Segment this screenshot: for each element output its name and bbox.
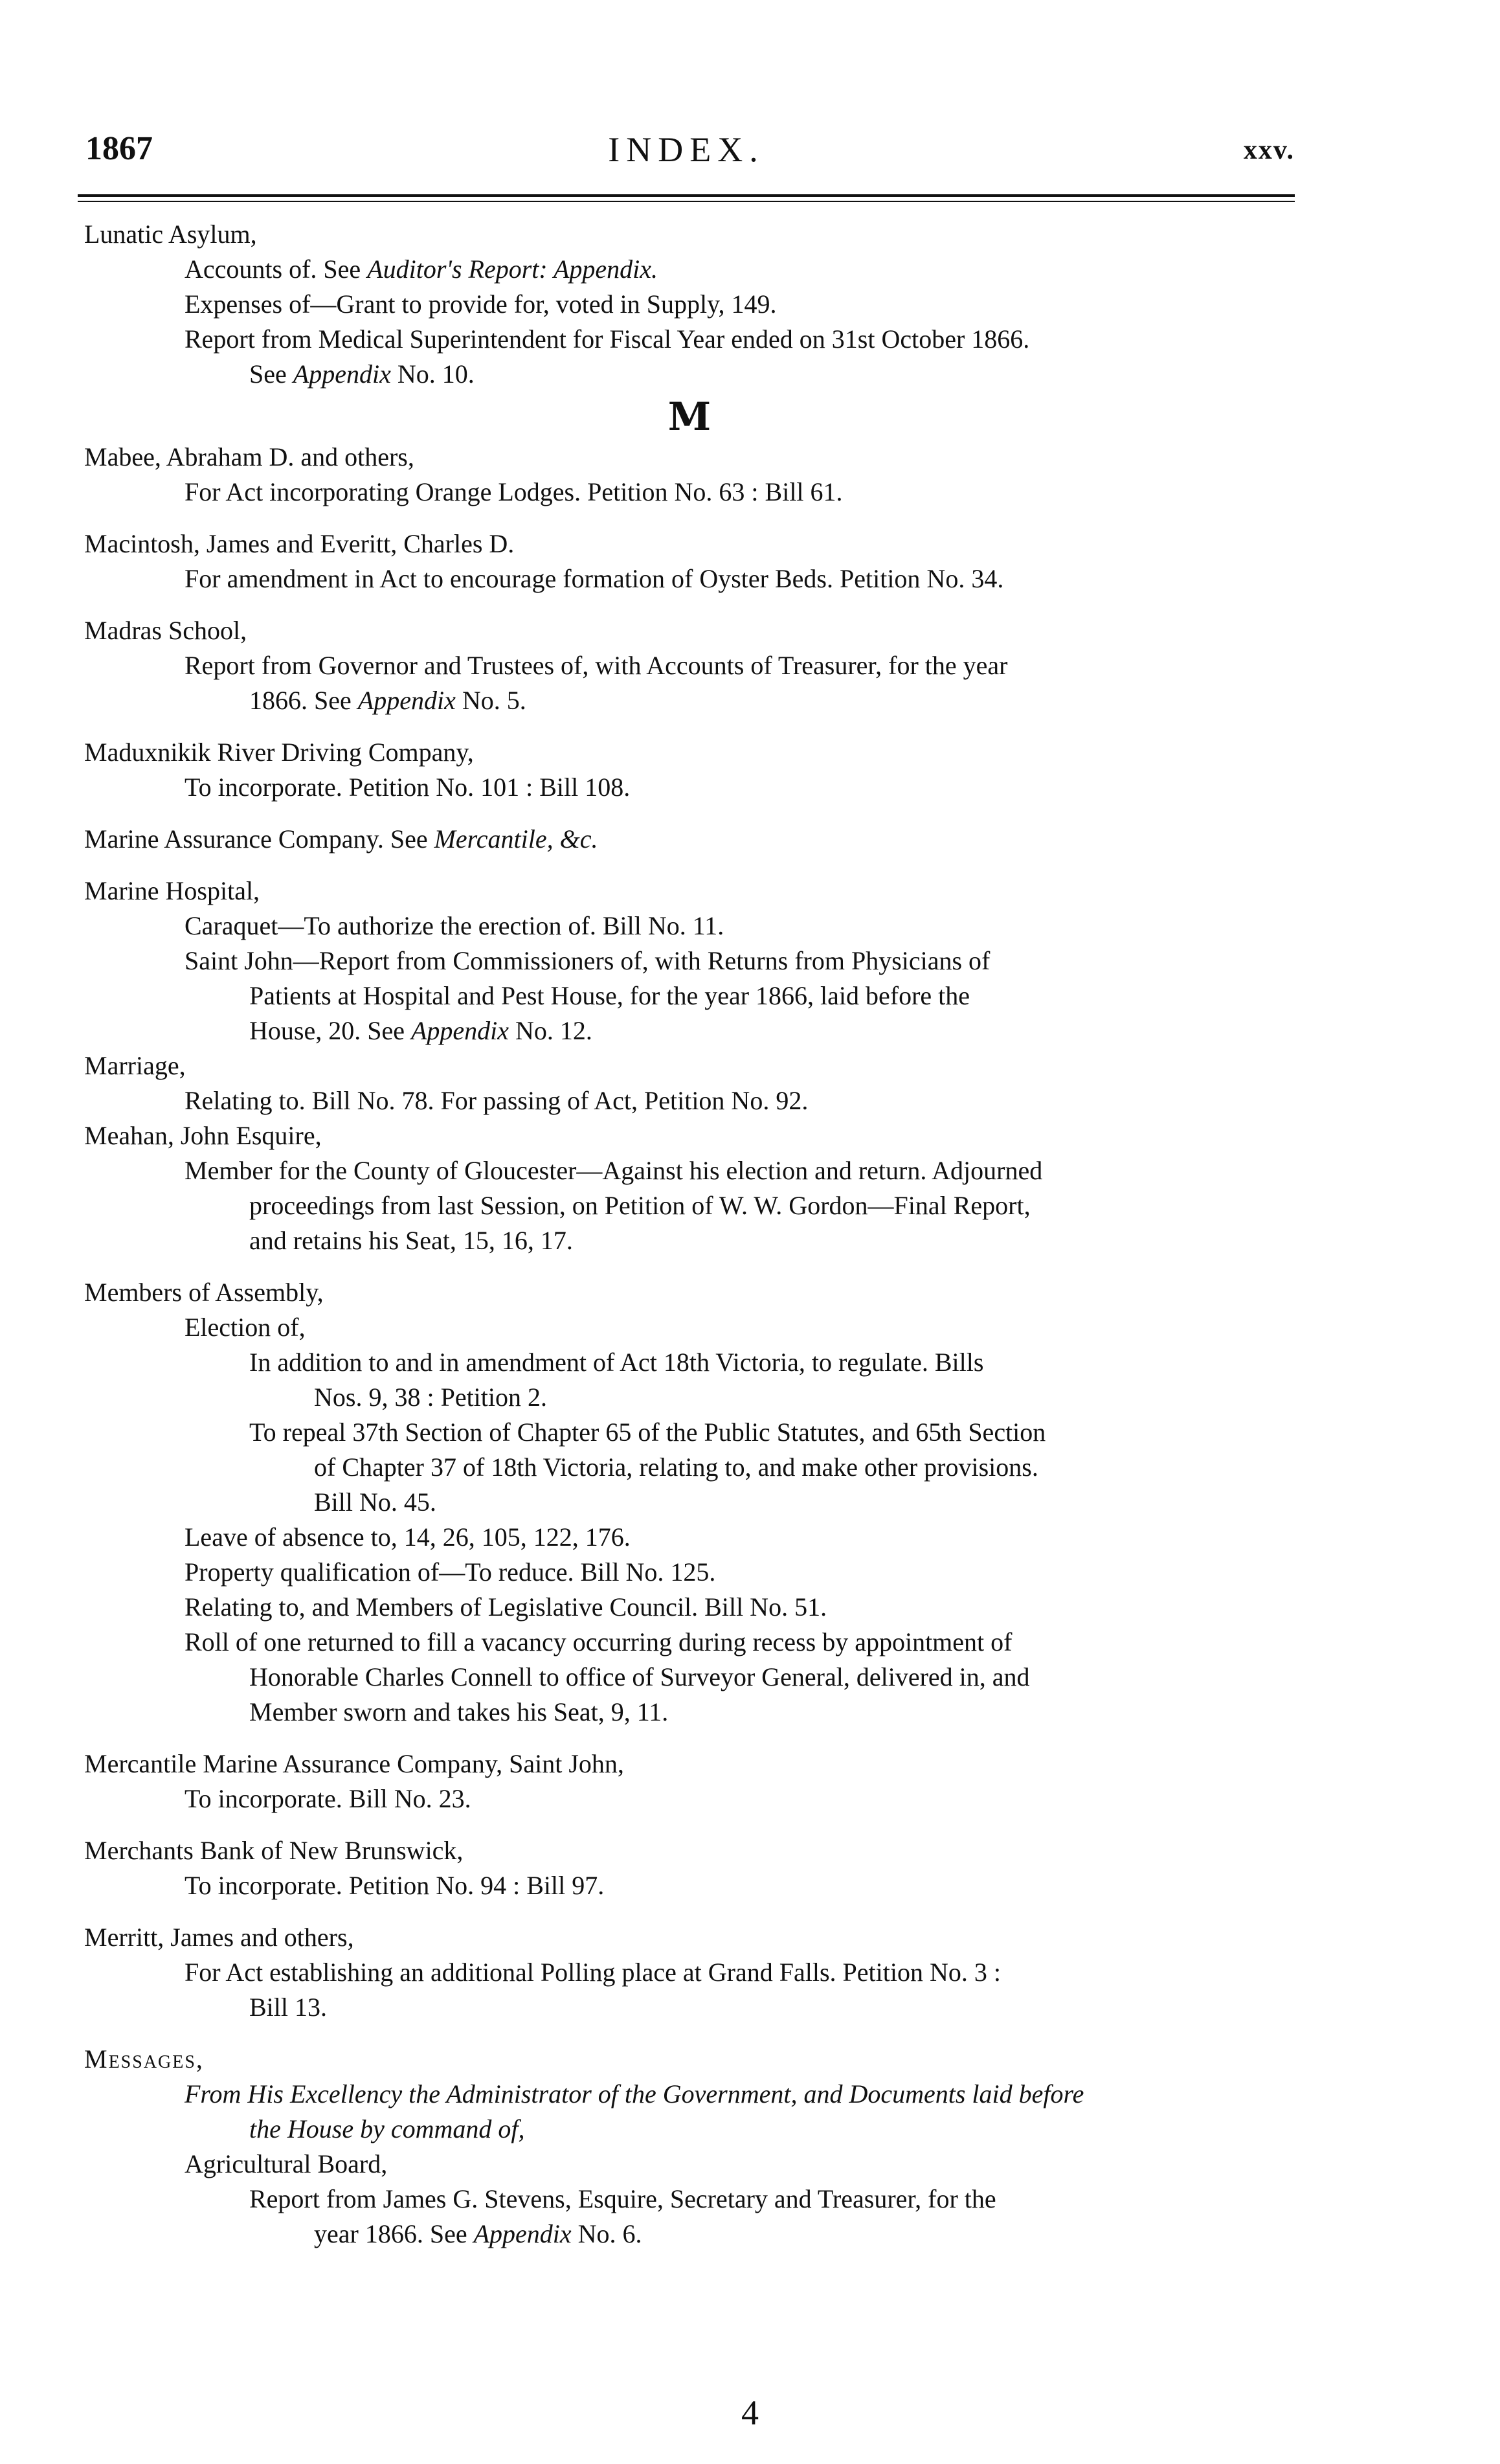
entry-text: Bill 13.: [249, 1993, 328, 2022]
index-entry-heading: [84, 1833, 1295, 1868]
entry-text: Property qualification of—To reduce. Bill No. 125.: [185, 1557, 716, 1587]
entry-text: In addition to and in amendment of Act 18th Victoria, to regulate. Bills: [249, 1348, 984, 1377]
entry-text: Merchants Bank of New Brunswick,: [84, 1836, 464, 1865]
entry-text: Leave of absence to, 14, 26, 105, 122, 176.: [185, 1522, 631, 1552]
index-entry-heading: [84, 735, 1295, 770]
index-subentry: [84, 683, 1295, 718]
entry-text: Roll of one returned to fill a vacancy occurring during recess by appointment of: [185, 1627, 1013, 1656]
index-subentry: [84, 2147, 1295, 2182]
entry-text: Maduxnikik River Driving Company,: [84, 738, 474, 767]
entry-text: Nos. 9, 38 : Petition 2.: [314, 1383, 548, 1412]
index-subentry: [84, 909, 1295, 944]
header-rule-thick: [78, 194, 1295, 197]
italic-reference: Appendix: [357, 686, 456, 715]
entry-text: Accounts of. See: [185, 254, 361, 284]
entry-text: Merritt, James and others,: [84, 1923, 354, 1952]
entry-text: To incorporate. Petition No. 94 : Bill 97.: [185, 1871, 605, 1900]
index-subentry: [84, 2217, 1295, 2252]
index-entry-heading: [84, 526, 1295, 561]
index-entry-heading: [84, 822, 1295, 857]
entry-text: To incorporate. Petition No. 101 : Bill 108.: [185, 773, 631, 802]
index-entry-heading: [84, 1920, 1295, 1955]
page-number: 4: [741, 2393, 759, 2432]
index-entry-heading: [84, 440, 1295, 475]
header-page-roman: xxv.: [1243, 135, 1295, 165]
index-subentry: [84, 1013, 1295, 1048]
index-subentry: [84, 561, 1295, 596]
entry-text: Lunatic Asylum,: [84, 220, 257, 249]
index-subentry: [84, 1781, 1295, 1816]
entry-text: proceedings from last Session, on Petition of W. W. Gordon—Final Report,: [249, 1191, 1031, 1220]
entry-text: No. 6.: [577, 2219, 642, 2248]
italic-reference: Appendix: [410, 1016, 509, 1045]
entry-text: Report from James G. Stevens, Esquire, Secretary and Treasurer, for the: [249, 2184, 996, 2213]
index-subentry: [84, 1188, 1295, 1223]
italic-reference: Appendix: [473, 2219, 572, 2248]
index-entry-heading: [84, 217, 1295, 252]
entry-text: Honorable Charles Connell to office of Surveyor General, delivered in, and: [249, 1662, 1030, 1691]
index-subentry: [84, 357, 1295, 392]
index-subentry: [84, 1625, 1295, 1660]
index-subentry: [84, 1380, 1295, 1415]
index-subentry: [84, 252, 1295, 287]
entry-text: Macintosh, James and Everitt, Charles D.: [84, 529, 515, 558]
italic-reference: Appendix: [293, 359, 391, 389]
header-year: 1867: [85, 130, 153, 167]
entry-text: Report from Medical Superintendent for Fiscal Year ended on 31st October 1866.: [185, 324, 1030, 354]
entry-text: Agricultural Board,: [185, 2149, 388, 2178]
index-subentry: [84, 1485, 1295, 1520]
index-subentry: [84, 2112, 1295, 2147]
entry-text: Member for the County of Gloucester—Against his election and return. Adjourned: [185, 1156, 1043, 1185]
entry-text: No. 12.: [515, 1016, 592, 1045]
entry-text: Expenses of—Grant to provide for, voted in Supply, 149.: [185, 289, 777, 319]
entry-text: Member sworn and takes his Seat, 9, 11.: [249, 1697, 669, 1726]
index-subentry: [84, 1590, 1295, 1625]
index-subentry: [84, 978, 1295, 1013]
index-entries: [84, 217, 1295, 2252]
entry-text: House, 20. See: [249, 1016, 405, 1045]
entry-text: 1866. See: [249, 686, 352, 715]
entry-text: Relating to. Bill No. 78. For passing of Act, Petition No. 92.: [185, 1086, 809, 1115]
header-title: INDEX.: [608, 130, 765, 169]
entry-text: For Act establishing an additional Polling place at Grand Falls. Petition No. 3 :: [185, 1958, 1001, 1987]
index-entry-heading: [84, 1048, 1295, 1083]
section-letter: M: [667, 394, 711, 440]
entry-text: To repeal 37th Section of Chapter 65 of the Public Statutes, and 65th Section: [249, 1418, 1046, 1447]
entry-text: Mercantile Marine Assurance Company, Saint John,: [84, 1749, 624, 1778]
entry-text: Patients at Hospital and Pest House, for the year 1866, laid before the: [249, 981, 970, 1010]
entry-text: year 1866. See: [314, 2219, 467, 2248]
index-subentry: [84, 2182, 1295, 2217]
index-subentry: [84, 1450, 1295, 1485]
italic-reference: the House by command of,: [249, 2114, 525, 2143]
italic-reference: From His Excellency the Administrator of the Government, and Documents laid before: [185, 2079, 1084, 2108]
index-subentry: [84, 1868, 1295, 1903]
running-header: [78, 130, 1295, 181]
entry-text: Marine Hospital,: [84, 876, 260, 905]
index-entry-heading: [84, 2042, 1295, 2077]
index-subentry: [84, 648, 1295, 683]
entry-text: Relating to, and Members of Legislative Council. Bill No. 51.: [185, 1592, 827, 1622]
italic-reference: Mercantile, &c.: [434, 824, 598, 853]
entry-text: To incorporate. Bill No. 23.: [185, 1784, 471, 1813]
entry-text: Mabee, Abraham D. and others,: [84, 442, 414, 471]
index-entry-heading: [84, 1746, 1295, 1781]
entry-text: Marriage,: [84, 1051, 186, 1080]
index-subentry: [84, 1310, 1295, 1345]
entry-text: No. 10.: [397, 359, 475, 389]
index-subentry: [84, 2077, 1295, 2112]
index-subentry: [84, 1955, 1295, 1990]
entry-text: Marine Assurance Company. See: [84, 824, 428, 853]
index-subentry: [84, 475, 1295, 510]
index-subentry: [84, 1415, 1295, 1450]
entry-text: For amendment in Act to encourage formation of Oyster Beds. Petition No. 34.: [185, 564, 1004, 593]
index-subentry: [84, 1520, 1295, 1555]
index-entry-heading: [84, 874, 1295, 909]
index-subentry: [84, 1695, 1295, 1730]
header-rule-thin: [78, 201, 1295, 202]
entry-text: Messages,: [84, 2044, 204, 2074]
index-subentry: [84, 1223, 1295, 1258]
entry-text: Report from Governor and Trustees of, with Accounts of Treasurer, for the year: [185, 651, 1008, 680]
index-subentry: [84, 770, 1295, 805]
index-subentry: [84, 1153, 1295, 1188]
index-subentry: [84, 1083, 1295, 1118]
entry-text: Bill No. 45.: [314, 1487, 436, 1517]
index-subentry: [84, 1990, 1295, 2025]
entry-text: No. 5.: [462, 686, 526, 715]
entry-text: of Chapter 37 of 18th Victoria, relating to, and make other provisions.: [314, 1452, 1038, 1482]
entry-text: Caraquet—To authorize the erection of. Bill No. 11.: [185, 911, 724, 940]
entry-text: Members of Assembly,: [84, 1278, 324, 1307]
entry-text: Madras School,: [84, 616, 247, 645]
entry-text: and retains his Seat, 15, 16, 17.: [249, 1226, 573, 1255]
index-subentry: [84, 322, 1295, 357]
entry-text: See: [249, 359, 287, 389]
index-subentry: [84, 1555, 1295, 1590]
italic-reference: Auditor's Report: Appendix.: [367, 254, 658, 284]
index-subentry: [84, 1345, 1295, 1380]
index-entry-heading: [84, 613, 1295, 648]
entry-text: For Act incorporating Orange Lodges. Petition No. 63 : Bill 61.: [185, 477, 843, 506]
index-subentry: [84, 1660, 1295, 1695]
entry-text: Saint John—Report from Commissioners of, with Returns from Physicians of: [185, 946, 991, 975]
index-subentry: [84, 287, 1295, 322]
index-subentry: [84, 944, 1295, 978]
entry-text: Election of,: [185, 1313, 306, 1342]
index-entry-heading: [84, 1275, 1295, 1310]
entry-text: Meahan, John Esquire,: [84, 1121, 322, 1150]
index-entry-heading: [84, 1118, 1295, 1153]
